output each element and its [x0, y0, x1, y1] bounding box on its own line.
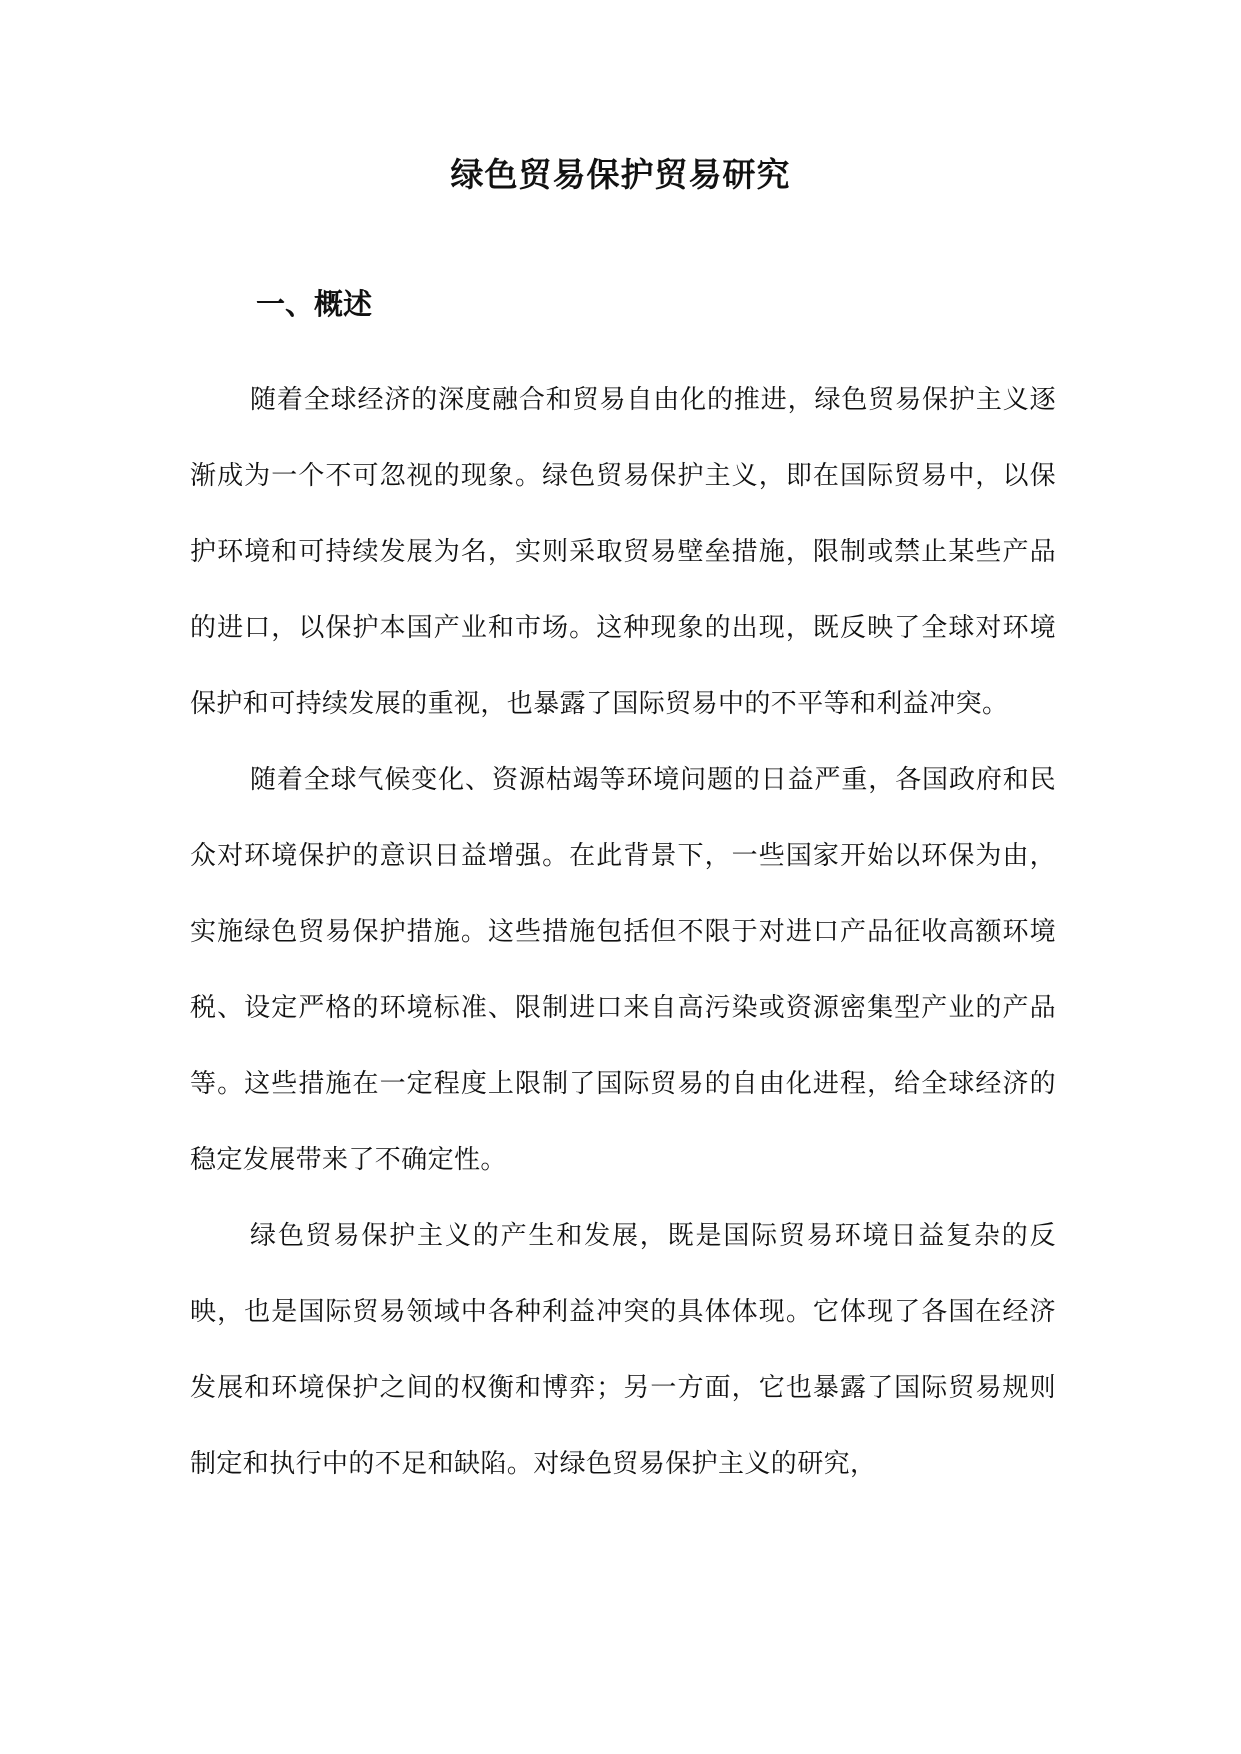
section-body — [190, 362, 1056, 1502]
paragraph-1: 随着全球经济的深度融合和贸易自由化的推进，绿色贸易保护主义逐渐成为一个不可忽视的现象。绿色贸易保护主义，即在国际贸易中，以保护环境和可持续发展为名，实则采取贸易壁垒措施，限制或禁止某些产品的进口，以保护本国产业和市场。这种现象的出现，既反映了全球对环境保护和可持续发展的重视，也暴露了国际贸易中的不平等和利益冲突。 — [190, 385, 1056, 719]
section-heading: 一、概述 — [256, 287, 373, 321]
document-title: 绿色贸易保护贸易研究 — [450, 155, 791, 194]
paragraph-3: 绿色贸易保护主义的产生和发展，既是国际贸易环境日益复杂的反映，也是国际贸易领域中各种利益冲突的具体体现。它体现了各国在经济发展和环境保护之间的权衡和博弈；另一方面，它也暴露了国际贸易规则制定和执行中的不足和缺陷。对绿色贸易保护主义的研究， — [190, 1221, 1056, 1479]
paragraph-2: 随着全球气候变化、资源枯竭等环境问题的日益严重，各国政府和民众对环境保护的意识日益增强。在此背景下，一些国家开始以环保为由，实施绿色贸易保护措施。这些措施包括但不限于对进口产品征收高额环境税、设定严格的环境标准、限制进口来自高污染或资源密集型产业的产品等。这些措施在一定程度上限制了国际贸易的自由化进程，给全球经济的稳定发展带来了不确定性。 — [190, 765, 1056, 1175]
